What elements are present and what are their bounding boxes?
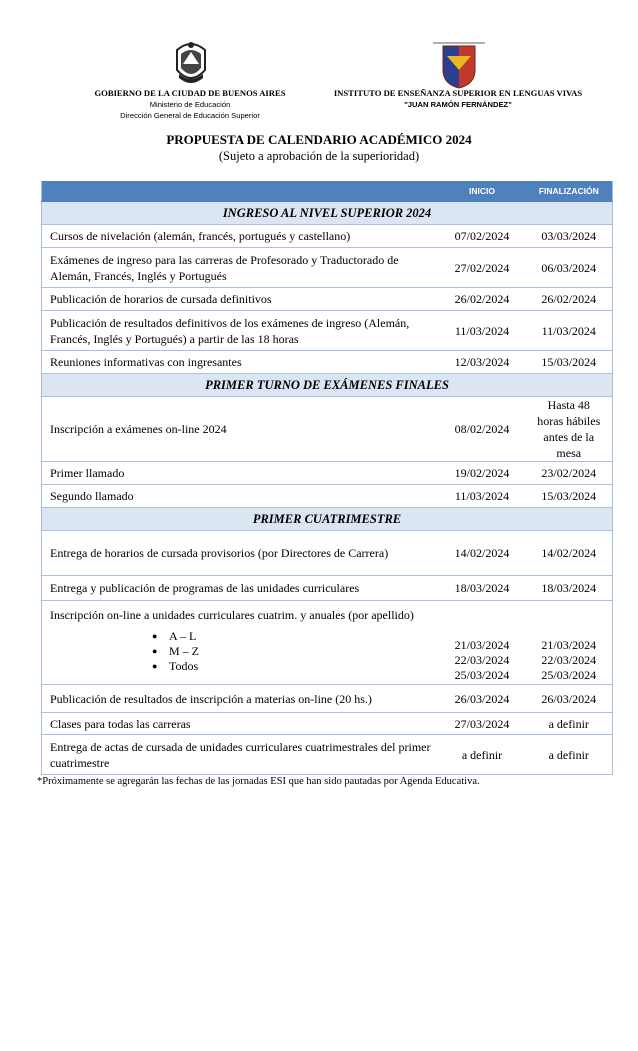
col-finalizacion: FINALIZACIÓN	[526, 181, 613, 202]
table-row	[42, 735, 613, 775]
institute-subname: "JUAN RAMÓN FERNÁNDEZ"	[404, 100, 512, 109]
section-title: INGRESO AL NIVEL SUPERIOR 2024	[42, 202, 613, 225]
list-item: ● A – L	[169, 629, 431, 644]
end-cell	[526, 601, 613, 685]
activity-cell: Reuniones informativas con ingresantes	[42, 351, 439, 374]
start-date: 22/03/2024	[454, 653, 510, 667]
activity-cell: Exámenes de ingreso para las carreras de Profesorado y Traductorado de Alemán, Francés, Inglés y Portugués	[42, 248, 439, 288]
start-cell: 26/02/2024	[439, 288, 526, 311]
activity-cell: Entrega de actas de cursada de unidades curriculares cuatrimestrales del primer cuatrimestre	[42, 735, 439, 775]
start-cell: 11/03/2024	[439, 311, 526, 351]
table-row	[42, 351, 613, 374]
end-date: 25/03/2024	[541, 668, 597, 682]
activity-cell: Publicación de resultados definitivos de los exámenes de ingreso (Alemán, Francés, Inglés y Portugués) a partir de las 18 horas	[42, 311, 439, 351]
end-cell: a definir	[526, 735, 613, 775]
start-cell	[439, 601, 526, 685]
activity-cell: Cursos de nivelación (alemán, francés, portugués y castellano)	[42, 225, 439, 248]
end-cell: Hasta 48 horas hábiles antes de la mesa	[526, 397, 613, 462]
end-cell: 14/02/2024	[526, 531, 613, 576]
government-name: GOBIERNO DE LA CIUDAD DE BUENOS AIRES	[94, 88, 286, 98]
activity-cell: Publicación de resultados de inscripción a materias on-line (20 hs.)	[42, 685, 439, 713]
start-cell: 08/02/2024	[439, 397, 526, 462]
page-title: PROPUESTA DE CALENDARIO ACADÉMICO 2024	[166, 132, 472, 147]
city-seal-icon	[173, 40, 209, 88]
activity-cell: Segundo llamado	[42, 485, 439, 508]
end-cell: 18/03/2024	[526, 576, 613, 601]
activity-cell: Entrega y publicación de programas de las unidades curriculares	[42, 576, 439, 601]
table-row	[42, 685, 613, 713]
start-cell: 11/03/2024	[439, 485, 526, 508]
start-cell: 18/03/2024	[439, 576, 526, 601]
table-row	[42, 576, 613, 601]
activity-cell: Entrega de horarios de cursada provisorios (por Directores de Carrera)	[42, 531, 439, 576]
end-cell: a definir	[526, 713, 613, 735]
end-cell: 03/03/2024	[526, 225, 613, 248]
activity-cell	[42, 601, 439, 685]
table-header	[42, 181, 613, 202]
surname-list	[50, 629, 431, 674]
end-date: 22/03/2024	[541, 653, 597, 667]
end-cell: 23/02/2024	[526, 462, 613, 485]
table-row	[42, 311, 613, 351]
direction-name: Dirección General de Educación Superior	[120, 111, 260, 120]
start-date: 25/03/2024	[454, 668, 510, 682]
ministry-name: Ministerio de Educación	[149, 100, 231, 109]
start-date: 21/03/2024	[454, 638, 510, 652]
page-subtitle: (Sujeto a aprobación de la superioridad)	[218, 149, 420, 163]
start-cell: 14/02/2024	[439, 531, 526, 576]
institute-shield-icon	[431, 40, 487, 90]
table-row	[42, 397, 613, 462]
start-cell: 07/02/2024	[439, 225, 526, 248]
calendar-table	[41, 181, 613, 775]
footnote: *Próximamente se agregarán las fechas de las jornadas ESI que han sido pautadas por Agenda Educativa.	[37, 776, 480, 787]
table-row	[42, 248, 613, 288]
end-cell: 11/03/2024	[526, 311, 613, 351]
table-row	[42, 485, 613, 508]
header-left	[60, 88, 320, 121]
section-title: PRIMER CUATRIMESTRE	[42, 508, 613, 531]
table-row	[42, 288, 613, 311]
end-cell: 06/03/2024	[526, 248, 613, 288]
section-title: PRIMER TURNO DE EXÁMENES FINALES	[42, 374, 613, 397]
table-row	[42, 225, 613, 248]
header-right	[322, 88, 594, 110]
start-cell: 26/03/2024	[439, 685, 526, 713]
activity-cell: Publicación de horarios de cursada definitivos	[42, 288, 439, 311]
activity-cell: Inscripción a exámenes on-line 2024	[42, 397, 439, 462]
start-cell: a definir	[439, 735, 526, 775]
list-item: ● Todos	[169, 659, 431, 674]
table-row	[42, 531, 613, 576]
end-cell: 15/03/2024	[526, 485, 613, 508]
activity-cell: Clases para todas las carreras	[42, 713, 439, 735]
start-cell: 19/02/2024	[439, 462, 526, 485]
table-row	[42, 601, 613, 685]
start-cell: 27/02/2024	[439, 248, 526, 288]
end-cell: 26/02/2024	[526, 288, 613, 311]
institute-name: INSTITUTO DE ENSEÑANZA SUPERIOR EN LENGUAS VIVAS	[333, 88, 583, 98]
col-inicio: INICIO	[439, 181, 526, 202]
end-cell: 15/03/2024	[526, 351, 613, 374]
end-date: 21/03/2024	[541, 638, 597, 652]
start-cell: 27/03/2024	[439, 713, 526, 735]
start-cell: 12/03/2024	[439, 351, 526, 374]
activity-cell: Primer llamado	[42, 462, 439, 485]
activity-text: Inscripción on-line a unidades curriculares cuatrim. y anuales (por apellido)	[50, 608, 414, 622]
list-item: ● M – Z	[169, 644, 431, 659]
table-row	[42, 462, 613, 485]
end-cell: 26/03/2024	[526, 685, 613, 713]
table-row	[42, 713, 613, 735]
